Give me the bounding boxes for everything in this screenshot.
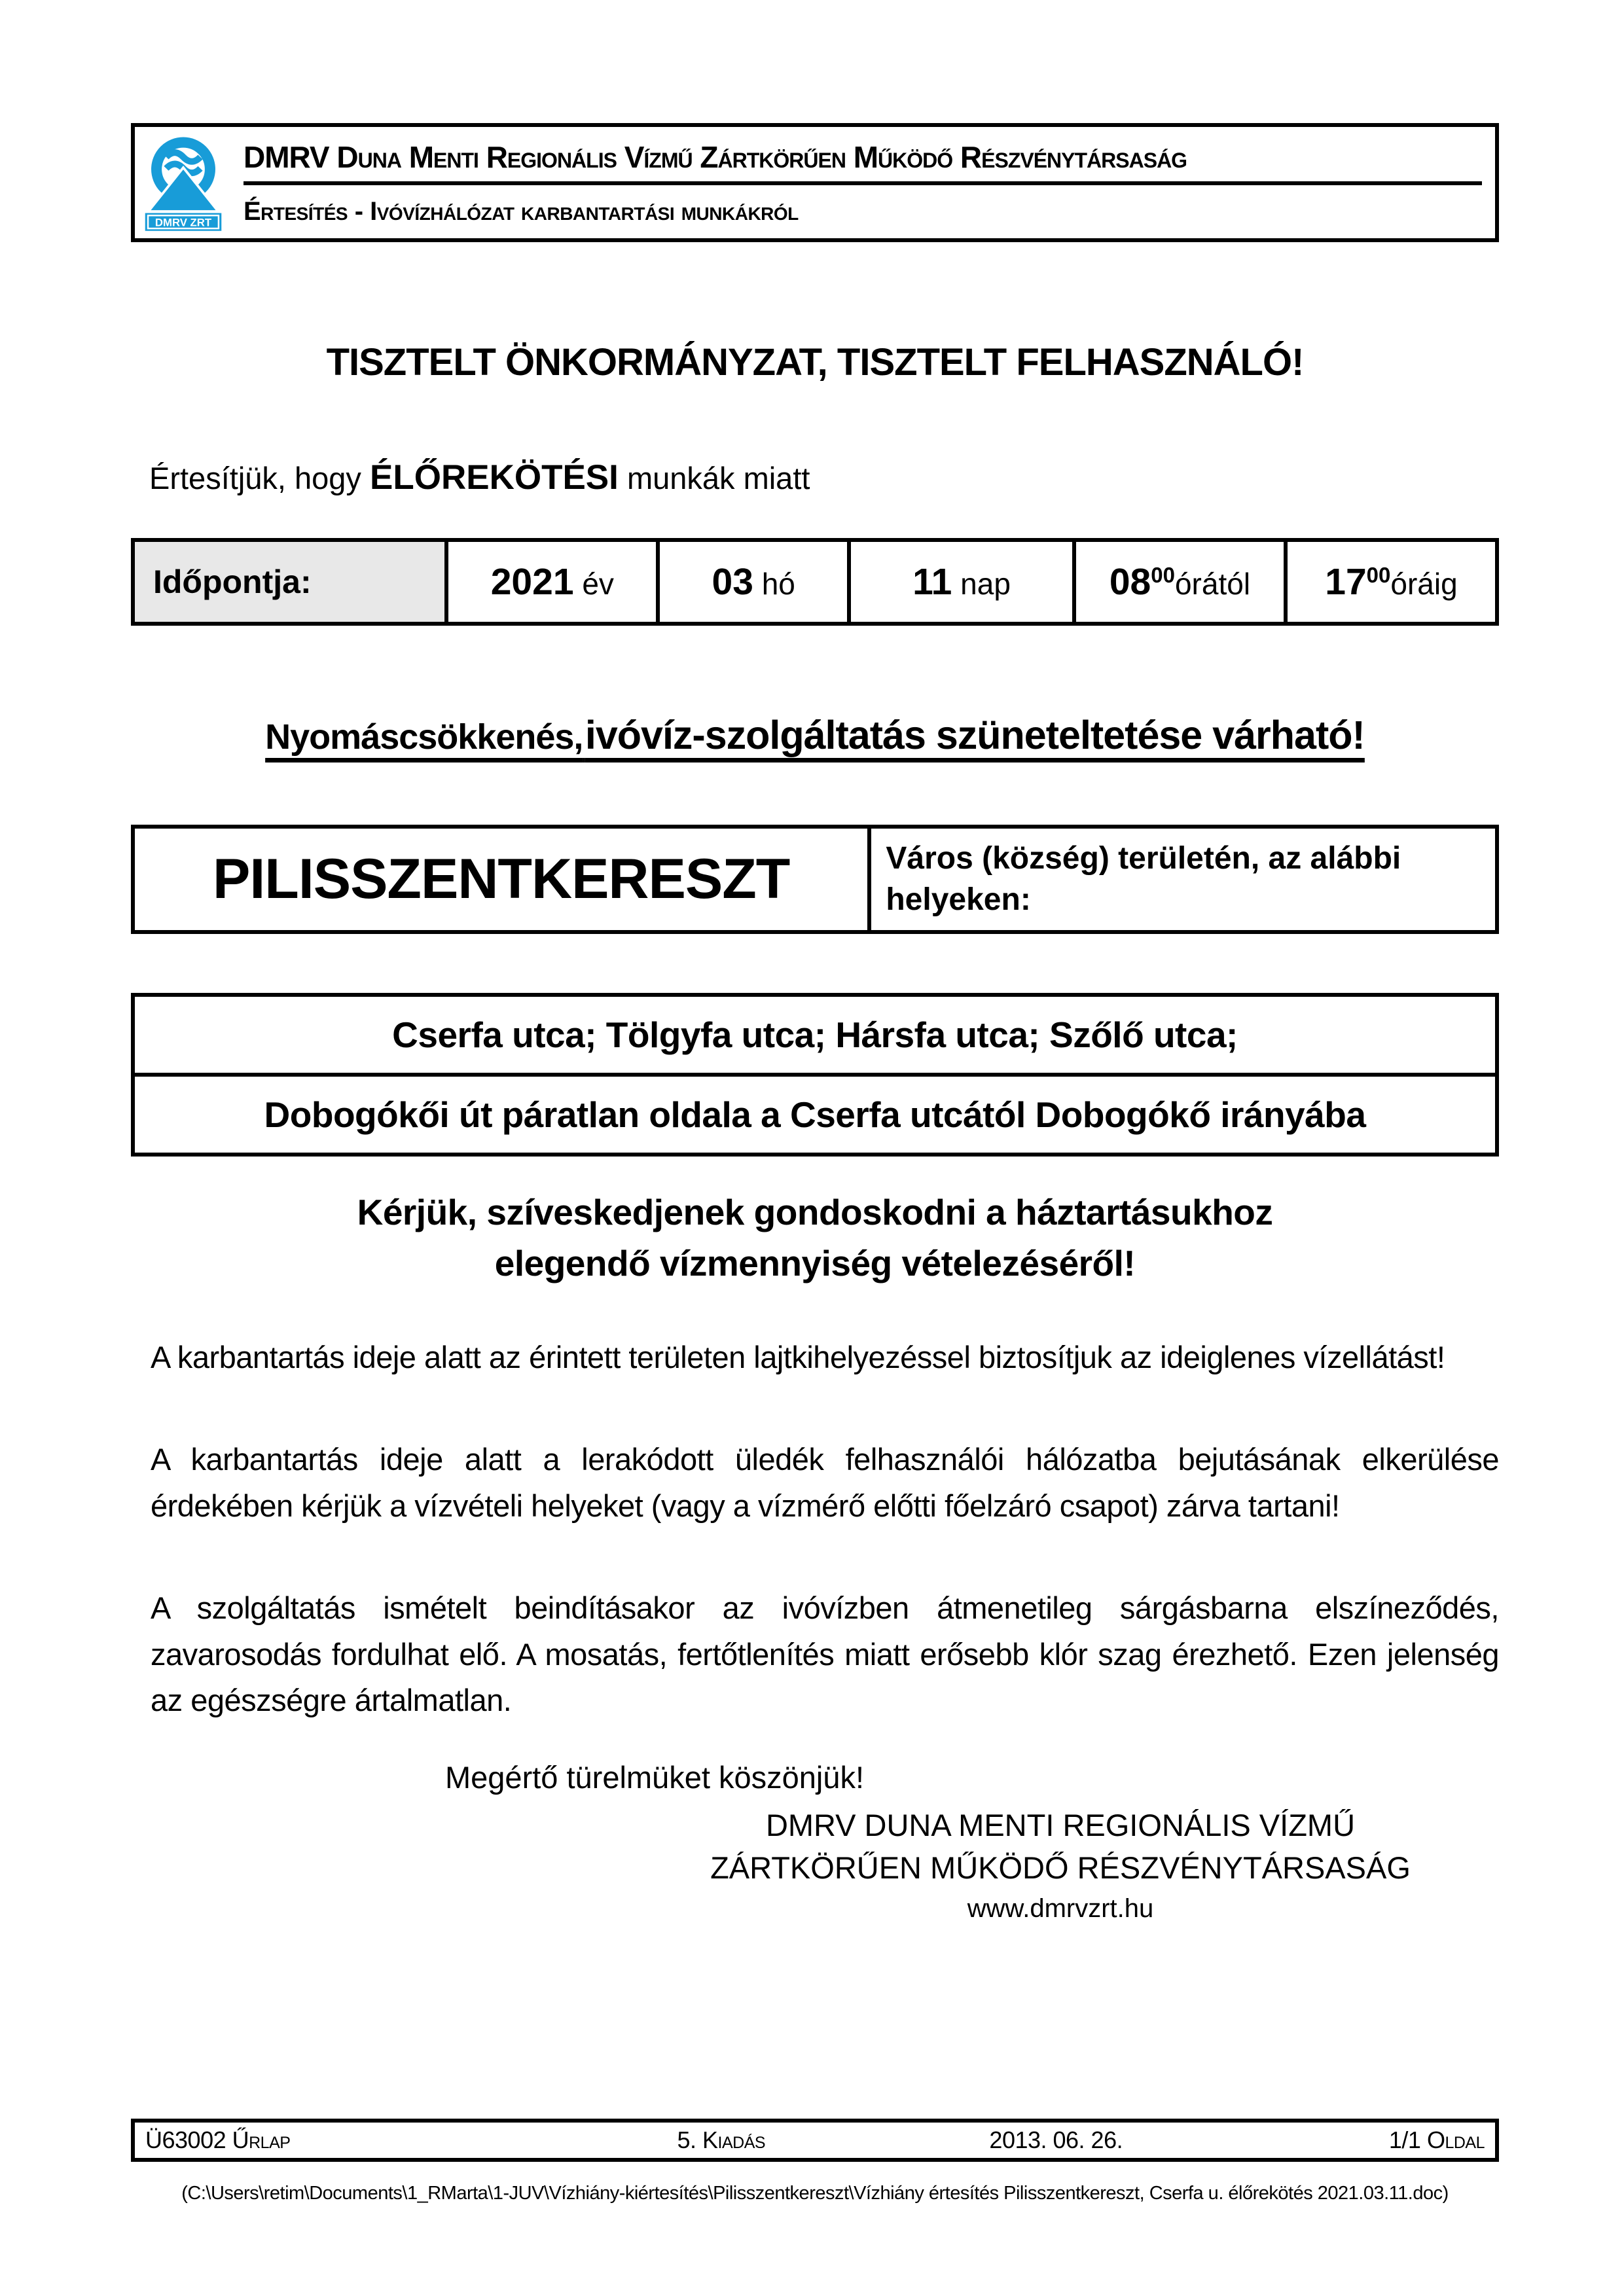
request-line-1: Kérjük, szíveskedjenek gondoskodni a háztartásukhoz — [357, 1191, 1273, 1232]
document-title: TISZTELT ÖNKORMÁNYZAT, TISZTELT FELHASZNÁLÓ! — [326, 341, 1304, 384]
schedule-year-value: 2021 — [490, 561, 574, 603]
request-heading — [131, 1187, 1499, 1289]
schedule-day-cell — [849, 540, 1074, 624]
header-box — [131, 123, 1499, 242]
street-list-2: Dobogókői út páratlan oldala a Cserfa utcától Dobogókő irányába — [133, 1075, 1497, 1155]
intro-emphasis: ÉLŐREKÖTÉSI — [370, 458, 619, 497]
schedule-month-cell — [658, 540, 849, 624]
footer-page-number: 1/1 Oldal — [1388, 2126, 1485, 2153]
street-row — [133, 1075, 1497, 1155]
dmrv-logo-graphic — [143, 132, 224, 234]
schedule-from-cell — [1074, 540, 1286, 624]
schedule-to-value: 17 — [1325, 561, 1367, 603]
schedule-month-unit: hó — [761, 567, 795, 601]
streets-table — [131, 993, 1499, 1157]
signature-website: www.dmrvzrt.hu — [967, 1893, 1154, 1923]
schedule-month-value: 03 — [712, 561, 753, 603]
intro-prefix: Értesítjük, hogy — [149, 461, 361, 495]
thanks-line: Megértő türelmüket köszönjük! — [445, 1759, 865, 1795]
location-description: Város (község) területén, az alábbi helyeken: — [869, 827, 1497, 932]
footer-box — [131, 2119, 1499, 2162]
schedule-from-minutes: 00 — [1151, 562, 1175, 587]
schedule-row — [133, 540, 1497, 624]
schedule-year-unit: év — [582, 567, 614, 601]
schedule-table — [131, 538, 1499, 626]
warning-part1: Nyomáscsökkenés, — [265, 717, 583, 757]
company-name: DMRV Duna Menti Regionális Vízmű Zártkörűen Működő Részvénytársaság — [244, 139, 1187, 174]
footer-edition: 5. Kiadás — [677, 2126, 766, 2153]
header-divider — [244, 181, 1482, 185]
street-row — [133, 995, 1497, 1075]
file-path-line: (C:\Users\retim\Documents\1_RMarta\1-JUV\Vízhiány-kiértesítés\Pilisszentkereszt\Vízhiány értesítés Pilisszentkereszt, Cserfa u. élőrekötés 2021.03.11.doc) — [181, 2183, 1449, 2204]
schedule-from-value: 08 — [1109, 561, 1151, 603]
intro-suffix: munkák miatt — [626, 461, 810, 495]
schedule-from-unit: órától — [1174, 567, 1251, 601]
warning-part2: ivóvíz-szolgáltatás szüneteltetése várható! — [585, 713, 1365, 757]
maintenance-paragraph-2: A karbantartás ideje alatt a lerakódott üledék felhasználói hálózatba bejutásának elkerülése érdekében kérjük a vízvételi helyeket (vagy a vízmérő előtti főelzáró csapot) zárva tartani! — [151, 1442, 1499, 1523]
header-text-area — [244, 132, 1482, 233]
maintenance-paragraph-1: A karbantartás ideje alatt az érintett területen lajtkihelyezéssel biztosítjuk az ideiglenes vízellátást! — [151, 1339, 1445, 1374]
signature-line-2: ZÁRTKÖRŰEN MŰKÖDŐ RÉSZVÉNYTÁRSASÁG — [710, 1850, 1411, 1885]
schedule-to-unit: óráig — [1390, 567, 1458, 601]
intro-line — [149, 457, 1499, 497]
maintenance-paragraph-3: A szolgáltatás ismételt beindításakor az ivóvízben átmenetileg sárgásbarna elszíneződés, zavarosodás fordulhat elő. A mosatás, fertőtlenítés miatt erősebb klór szag érezhető. Ezen jelenség az egészségre ártalmatlan. — [151, 1590, 1499, 1718]
street-list-1: Cserfa utca; Tölgyfa utca; Hársfa utca; Szőlő utca; — [133, 995, 1497, 1075]
schedule-day-unit: nap — [960, 567, 1011, 601]
footer — [131, 2119, 1499, 2204]
dmrv-logo — [143, 132, 224, 233]
schedule-year-cell — [446, 540, 658, 624]
location-name: PILISSZENTKERESZT — [133, 827, 869, 932]
schedule-day-value: 11 — [912, 561, 952, 603]
schedule-label: Időpontja: — [133, 540, 446, 624]
logo-wave-top — [166, 152, 200, 162]
notice-subtitle: Értesítés - Ivóvízhálózat karbantartási munkákról — [244, 196, 799, 226]
signature-line-1: DMRV DUNA MENTI REGIONÁLIS VÍZMŰ — [765, 1807, 1356, 1842]
signature-block — [694, 1804, 1427, 1927]
request-line-2: elegendő vízmennyiség vételezéséről! — [494, 1242, 1136, 1283]
warning-heading — [131, 712, 1499, 758]
logo-banner-text: DMRV ZRT — [154, 216, 212, 229]
schedule-to-cell — [1286, 540, 1497, 624]
footer-date: 2013. 06. 26. — [989, 2126, 1123, 2153]
location-table — [131, 825, 1499, 934]
schedule-to-minutes: 00 — [1366, 562, 1391, 587]
location-row — [133, 827, 1497, 932]
footer-form-id: Ü63002 Űrlap — [145, 2126, 291, 2153]
